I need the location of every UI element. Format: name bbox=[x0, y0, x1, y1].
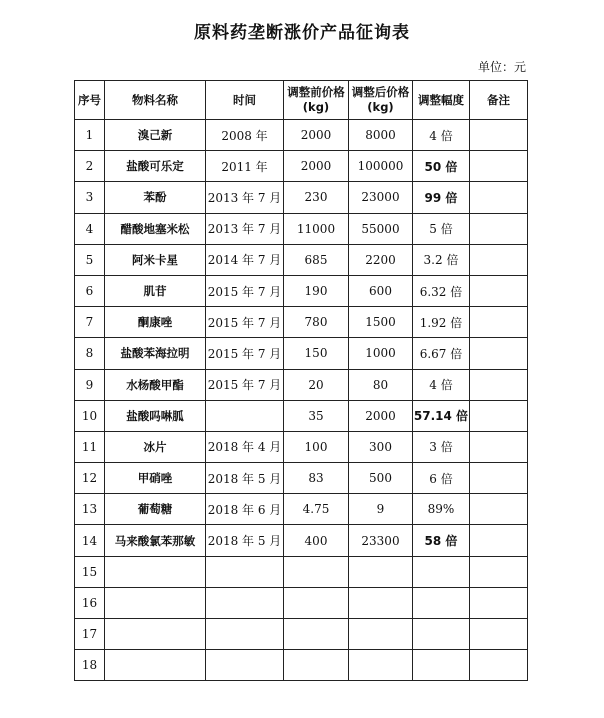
cell-time: 2008 年 bbox=[206, 120, 284, 151]
cell-time: 2014 年 7 月 bbox=[206, 244, 284, 275]
cell-before: 2000 bbox=[284, 120, 349, 151]
cell-time: 2013 年 7 月 bbox=[206, 213, 284, 244]
cell-after: 2200 bbox=[349, 244, 413, 275]
cell-before: 11000 bbox=[284, 213, 349, 244]
cell-name: 葡萄糖 bbox=[105, 494, 206, 525]
cell-change: 4 倍 bbox=[413, 120, 470, 151]
cell-note bbox=[470, 369, 528, 400]
cell-after: 600 bbox=[349, 275, 413, 306]
cell-before: 20 bbox=[284, 369, 349, 400]
cell-note bbox=[470, 120, 528, 151]
table-row bbox=[75, 587, 528, 618]
table-row bbox=[75, 213, 528, 244]
cell-note bbox=[470, 400, 528, 431]
table-row bbox=[75, 120, 528, 151]
cell-before: 230 bbox=[284, 182, 349, 213]
cell-note bbox=[470, 182, 528, 213]
cell-no: 9 bbox=[75, 369, 105, 400]
page-title: 原料药垄断涨价产品征询表 bbox=[194, 23, 410, 43]
cell-change: 6.32 倍 bbox=[413, 275, 470, 306]
cell-no: 13 bbox=[75, 494, 105, 525]
cell-note bbox=[470, 463, 528, 494]
cell-name: 酮康唑 bbox=[105, 307, 206, 338]
cell-no: 1 bbox=[75, 120, 105, 151]
cell-before: 190 bbox=[284, 275, 349, 306]
cell-name bbox=[105, 587, 206, 618]
cell-after: 23000 bbox=[349, 182, 413, 213]
cell-name: 盐酸苯海拉明 bbox=[105, 338, 206, 369]
cell-before bbox=[284, 587, 349, 618]
cell-change bbox=[413, 587, 470, 618]
cell-before: 100 bbox=[284, 431, 349, 462]
cell-no: 3 bbox=[75, 182, 105, 213]
cell-after bbox=[349, 650, 413, 681]
table-row bbox=[75, 463, 528, 494]
cell-no: 6 bbox=[75, 275, 105, 306]
cell-time: 2015 年 7 月 bbox=[206, 338, 284, 369]
header-note: 备注 bbox=[470, 81, 528, 120]
header-no: 序号 bbox=[75, 81, 105, 120]
cell-after bbox=[349, 587, 413, 618]
cell-time: 2018 年 6 月 bbox=[206, 494, 284, 525]
cell-note bbox=[470, 556, 528, 587]
header-row bbox=[75, 81, 528, 120]
cell-change: 99 倍 bbox=[413, 182, 470, 213]
cell-no: 8 bbox=[75, 338, 105, 369]
table-row bbox=[75, 494, 528, 525]
cell-before: 150 bbox=[284, 338, 349, 369]
cell-change: 58 倍 bbox=[413, 525, 470, 556]
header-before: 调整前价格(kg) bbox=[284, 81, 349, 120]
cell-time: 2011 年 bbox=[206, 151, 284, 182]
cell-no: 2 bbox=[75, 151, 105, 182]
cell-time bbox=[206, 619, 284, 650]
table-row bbox=[75, 338, 528, 369]
cell-name: 马来酸氯苯那敏 bbox=[105, 525, 206, 556]
cell-note bbox=[470, 275, 528, 306]
cell-name: 溴己新 bbox=[105, 120, 206, 151]
cell-before bbox=[284, 650, 349, 681]
cell-before: 4.75 bbox=[284, 494, 349, 525]
cell-name: 冰片 bbox=[105, 431, 206, 462]
cell-change: 6 倍 bbox=[413, 463, 470, 494]
cell-before bbox=[284, 619, 349, 650]
table-row bbox=[75, 307, 528, 338]
cell-name: 甲硝唑 bbox=[105, 463, 206, 494]
cell-name bbox=[105, 556, 206, 587]
table-row bbox=[75, 556, 528, 587]
cell-change: 4 倍 bbox=[413, 369, 470, 400]
cell-change bbox=[413, 619, 470, 650]
header-change: 调整幅度 bbox=[413, 81, 470, 120]
cell-note bbox=[470, 494, 528, 525]
cell-name bbox=[105, 619, 206, 650]
table-row bbox=[75, 431, 528, 462]
cell-no: 12 bbox=[75, 463, 105, 494]
cell-no: 4 bbox=[75, 213, 105, 244]
cell-name: 水杨酸甲酯 bbox=[105, 369, 206, 400]
cell-time: 2018 年 4 月 bbox=[206, 431, 284, 462]
cell-after: 8000 bbox=[349, 120, 413, 151]
cell-change: 3.2 倍 bbox=[413, 244, 470, 275]
table-row bbox=[75, 400, 528, 431]
cell-name: 肌苷 bbox=[105, 275, 206, 306]
cell-no: 15 bbox=[75, 556, 105, 587]
cell-note bbox=[470, 213, 528, 244]
cell-change bbox=[413, 556, 470, 587]
table-row bbox=[75, 650, 528, 681]
cell-time bbox=[206, 400, 284, 431]
cell-before bbox=[284, 556, 349, 587]
cell-no: 11 bbox=[75, 431, 105, 462]
cell-no: 16 bbox=[75, 587, 105, 618]
cell-time: 2015 年 7 月 bbox=[206, 369, 284, 400]
cell-after: 9 bbox=[349, 494, 413, 525]
cell-before: 400 bbox=[284, 525, 349, 556]
cell-after: 55000 bbox=[349, 213, 413, 244]
cell-no: 7 bbox=[75, 307, 105, 338]
cell-time bbox=[206, 556, 284, 587]
cell-after: 1000 bbox=[349, 338, 413, 369]
cell-after: 500 bbox=[349, 463, 413, 494]
cell-time bbox=[206, 587, 284, 618]
cell-time: 2018 年 5 月 bbox=[206, 525, 284, 556]
cell-after: 100000 bbox=[349, 151, 413, 182]
cell-note bbox=[470, 307, 528, 338]
cell-name: 苯酚 bbox=[105, 182, 206, 213]
cell-after: 80 bbox=[349, 369, 413, 400]
table-row bbox=[75, 525, 528, 556]
cell-note bbox=[470, 338, 528, 369]
header-name: 物料名称 bbox=[105, 81, 206, 120]
unit-label: 单位：元 bbox=[477, 60, 526, 74]
cell-before: 685 bbox=[284, 244, 349, 275]
cell-time: 2015 年 7 月 bbox=[206, 307, 284, 338]
cell-name: 盐酸可乐定 bbox=[105, 151, 206, 182]
cell-note bbox=[470, 650, 528, 681]
cell-no: 17 bbox=[75, 619, 105, 650]
cell-after bbox=[349, 619, 413, 650]
cell-change bbox=[413, 650, 470, 681]
cell-no: 18 bbox=[75, 650, 105, 681]
cell-change: 1.92 倍 bbox=[413, 307, 470, 338]
cell-time: 2015 年 7 月 bbox=[206, 275, 284, 306]
cell-note bbox=[470, 244, 528, 275]
table-row bbox=[75, 151, 528, 182]
cell-note bbox=[470, 525, 528, 556]
cell-after: 23300 bbox=[349, 525, 413, 556]
cell-change: 6.67 倍 bbox=[413, 338, 470, 369]
cell-after: 1500 bbox=[349, 307, 413, 338]
price-table bbox=[74, 80, 528, 681]
cell-no: 10 bbox=[75, 400, 105, 431]
cell-name: 醋酸地塞米松 bbox=[105, 213, 206, 244]
cell-before: 2000 bbox=[284, 151, 349, 182]
cell-before: 780 bbox=[284, 307, 349, 338]
table-row bbox=[75, 275, 528, 306]
cell-name: 阿米卡星 bbox=[105, 244, 206, 275]
cell-after bbox=[349, 556, 413, 587]
cell-before: 35 bbox=[284, 400, 349, 431]
table-row bbox=[75, 619, 528, 650]
table-row bbox=[75, 244, 528, 275]
cell-note bbox=[470, 431, 528, 462]
table-row bbox=[75, 369, 528, 400]
cell-time bbox=[206, 650, 284, 681]
cell-no: 5 bbox=[75, 244, 105, 275]
header-time: 时间 bbox=[206, 81, 284, 120]
cell-change: 57.14 倍 bbox=[413, 400, 470, 431]
cell-time: 2018 年 5 月 bbox=[206, 463, 284, 494]
cell-after: 2000 bbox=[349, 400, 413, 431]
cell-change: 3 倍 bbox=[413, 431, 470, 462]
cell-change: 5 倍 bbox=[413, 213, 470, 244]
cell-before: 83 bbox=[284, 463, 349, 494]
cell-note bbox=[470, 587, 528, 618]
cell-time: 2013 年 7 月 bbox=[206, 182, 284, 213]
cell-note bbox=[470, 151, 528, 182]
cell-change: 89% bbox=[413, 494, 470, 525]
cell-after: 300 bbox=[349, 431, 413, 462]
header-after: 调整后价格(kg) bbox=[349, 81, 413, 120]
cell-no: 14 bbox=[75, 525, 105, 556]
cell-name bbox=[105, 650, 206, 681]
cell-change: 50 倍 bbox=[413, 151, 470, 182]
cell-note bbox=[470, 619, 528, 650]
cell-name: 盐酸吗啉胍 bbox=[105, 400, 206, 431]
table-row bbox=[75, 182, 528, 213]
